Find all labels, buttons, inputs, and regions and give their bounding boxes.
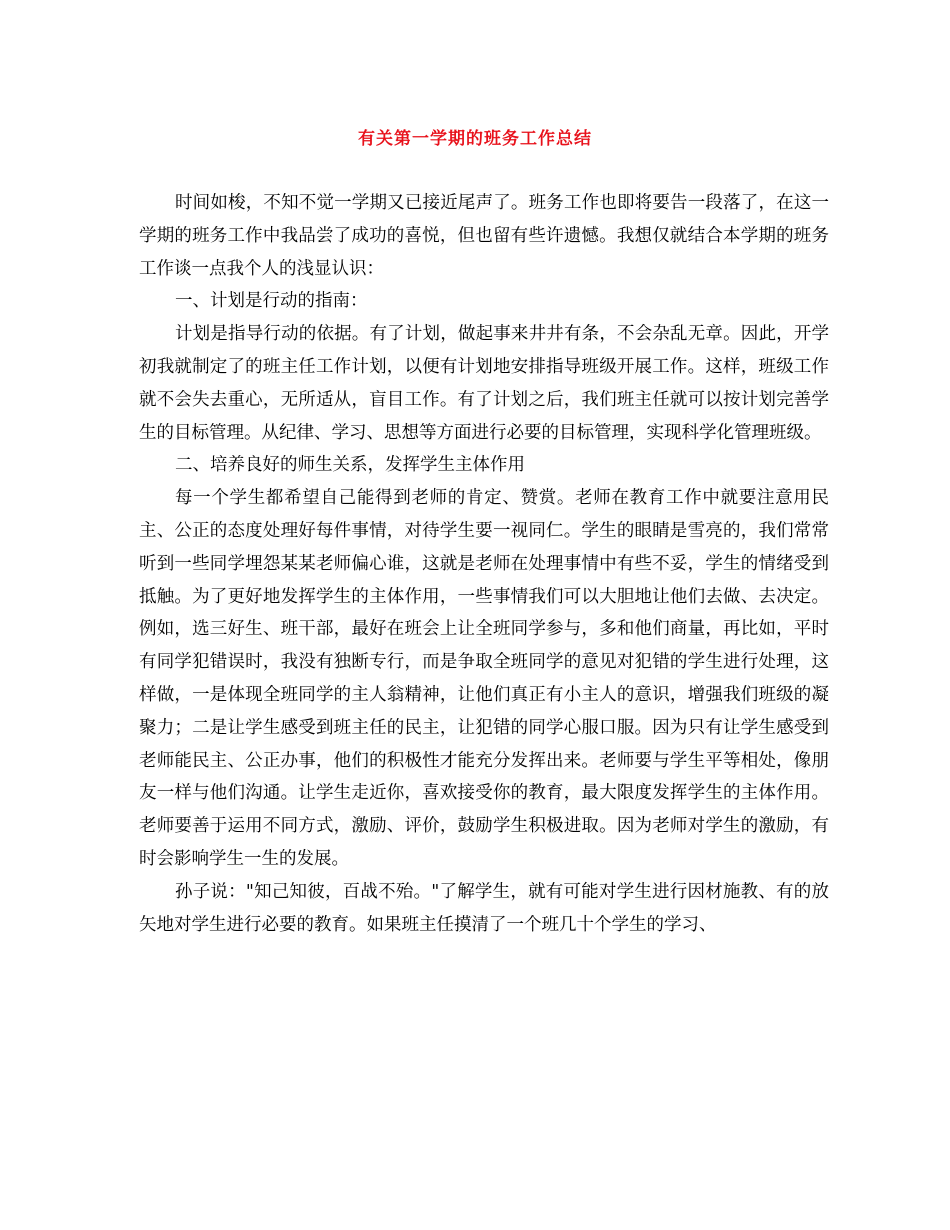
paragraph-intro: 时间如梭，不知不觉一学期又已接近尾声了。班务工作也即将要告一段落了，在这一学期的班务工作中我品尝了成功的喜悦，但也留有些许遗憾。我想仅就结合本学期的班务工作谈一点我个人的浅显认识： (139, 193, 829, 279)
document-body (139, 187, 829, 941)
section-heading-2: 二、培养良好的师生关系，发挥学生主体作用 (175, 455, 525, 476)
paragraph-sunzi: 孙子说："知己知彼，百战不殆。"了解学生，就有可能对学生进行因材施教、有的放矢地对学生进行必要的教育。如果班主任摸清了一个班几十个学生的学习、 (139, 881, 829, 935)
paragraph-relationship: 每一个学生都希望自己能得到老师的肯定、赞赏。老师在教育工作中就要注意用民主、公正的态度处理好每件事情，对待学生要一视同仁。学生的眼睛是雪亮的，我们常常听到一些同学埋怨某某老师偏心谁，这就是老师在处理事情中有些不妥，学生的情绪受到抵触。为了更好地发挥学生的主体作用，一些事情我们可以大胆地让他们去做、去决定。例如，选三好生、班干部，最好在班会上让全班同学参与，多和他们商量，再比如，平时有同学犯错误时，我没有独断专行，而是争取全班同学的意见对犯错的学生进行处理，这样做，一是体现全班同学的主人翁精神，让他们真正有小主人的意识，增强我们班级的凝聚力；二是让学生感受到班主任的民主，让犯错的同学心服口服。因为只有让学生感受到老师能民主、公正办事，他们的积极性才能充分发挥出来。老师要与学生平等相处，像朋友一样与他们沟通。让学生走近你，喜欢接受你的教育，最大限度发挥学生的主体作用。老师要善于运用不同方式，激励、评价，鼓励学生积极进取。因为老师对学生的激励，有时会影响学生一生的发展。 (139, 488, 829, 869)
paragraph-plan: 计划是指导行动的依据。有了计划，做起事来井井有条，不会杂乱无章。因此，开学初我就制定了的班主任工作计划，以便有计划地安排指导班级开展工作。这样，班级工作就不会失去重心，无所适从，盲目工作。有了计划之后，我们班主任就可以按计划完善学生的目标管理。从纪律、学习、思想等方面进行必要的目标管理，实现科学化管理班级。 (139, 324, 829, 443)
document-title: 有关第一学期的班务工作总结 (358, 129, 592, 149)
section-heading-1: 一、计划是行动的指南： (175, 291, 368, 312)
